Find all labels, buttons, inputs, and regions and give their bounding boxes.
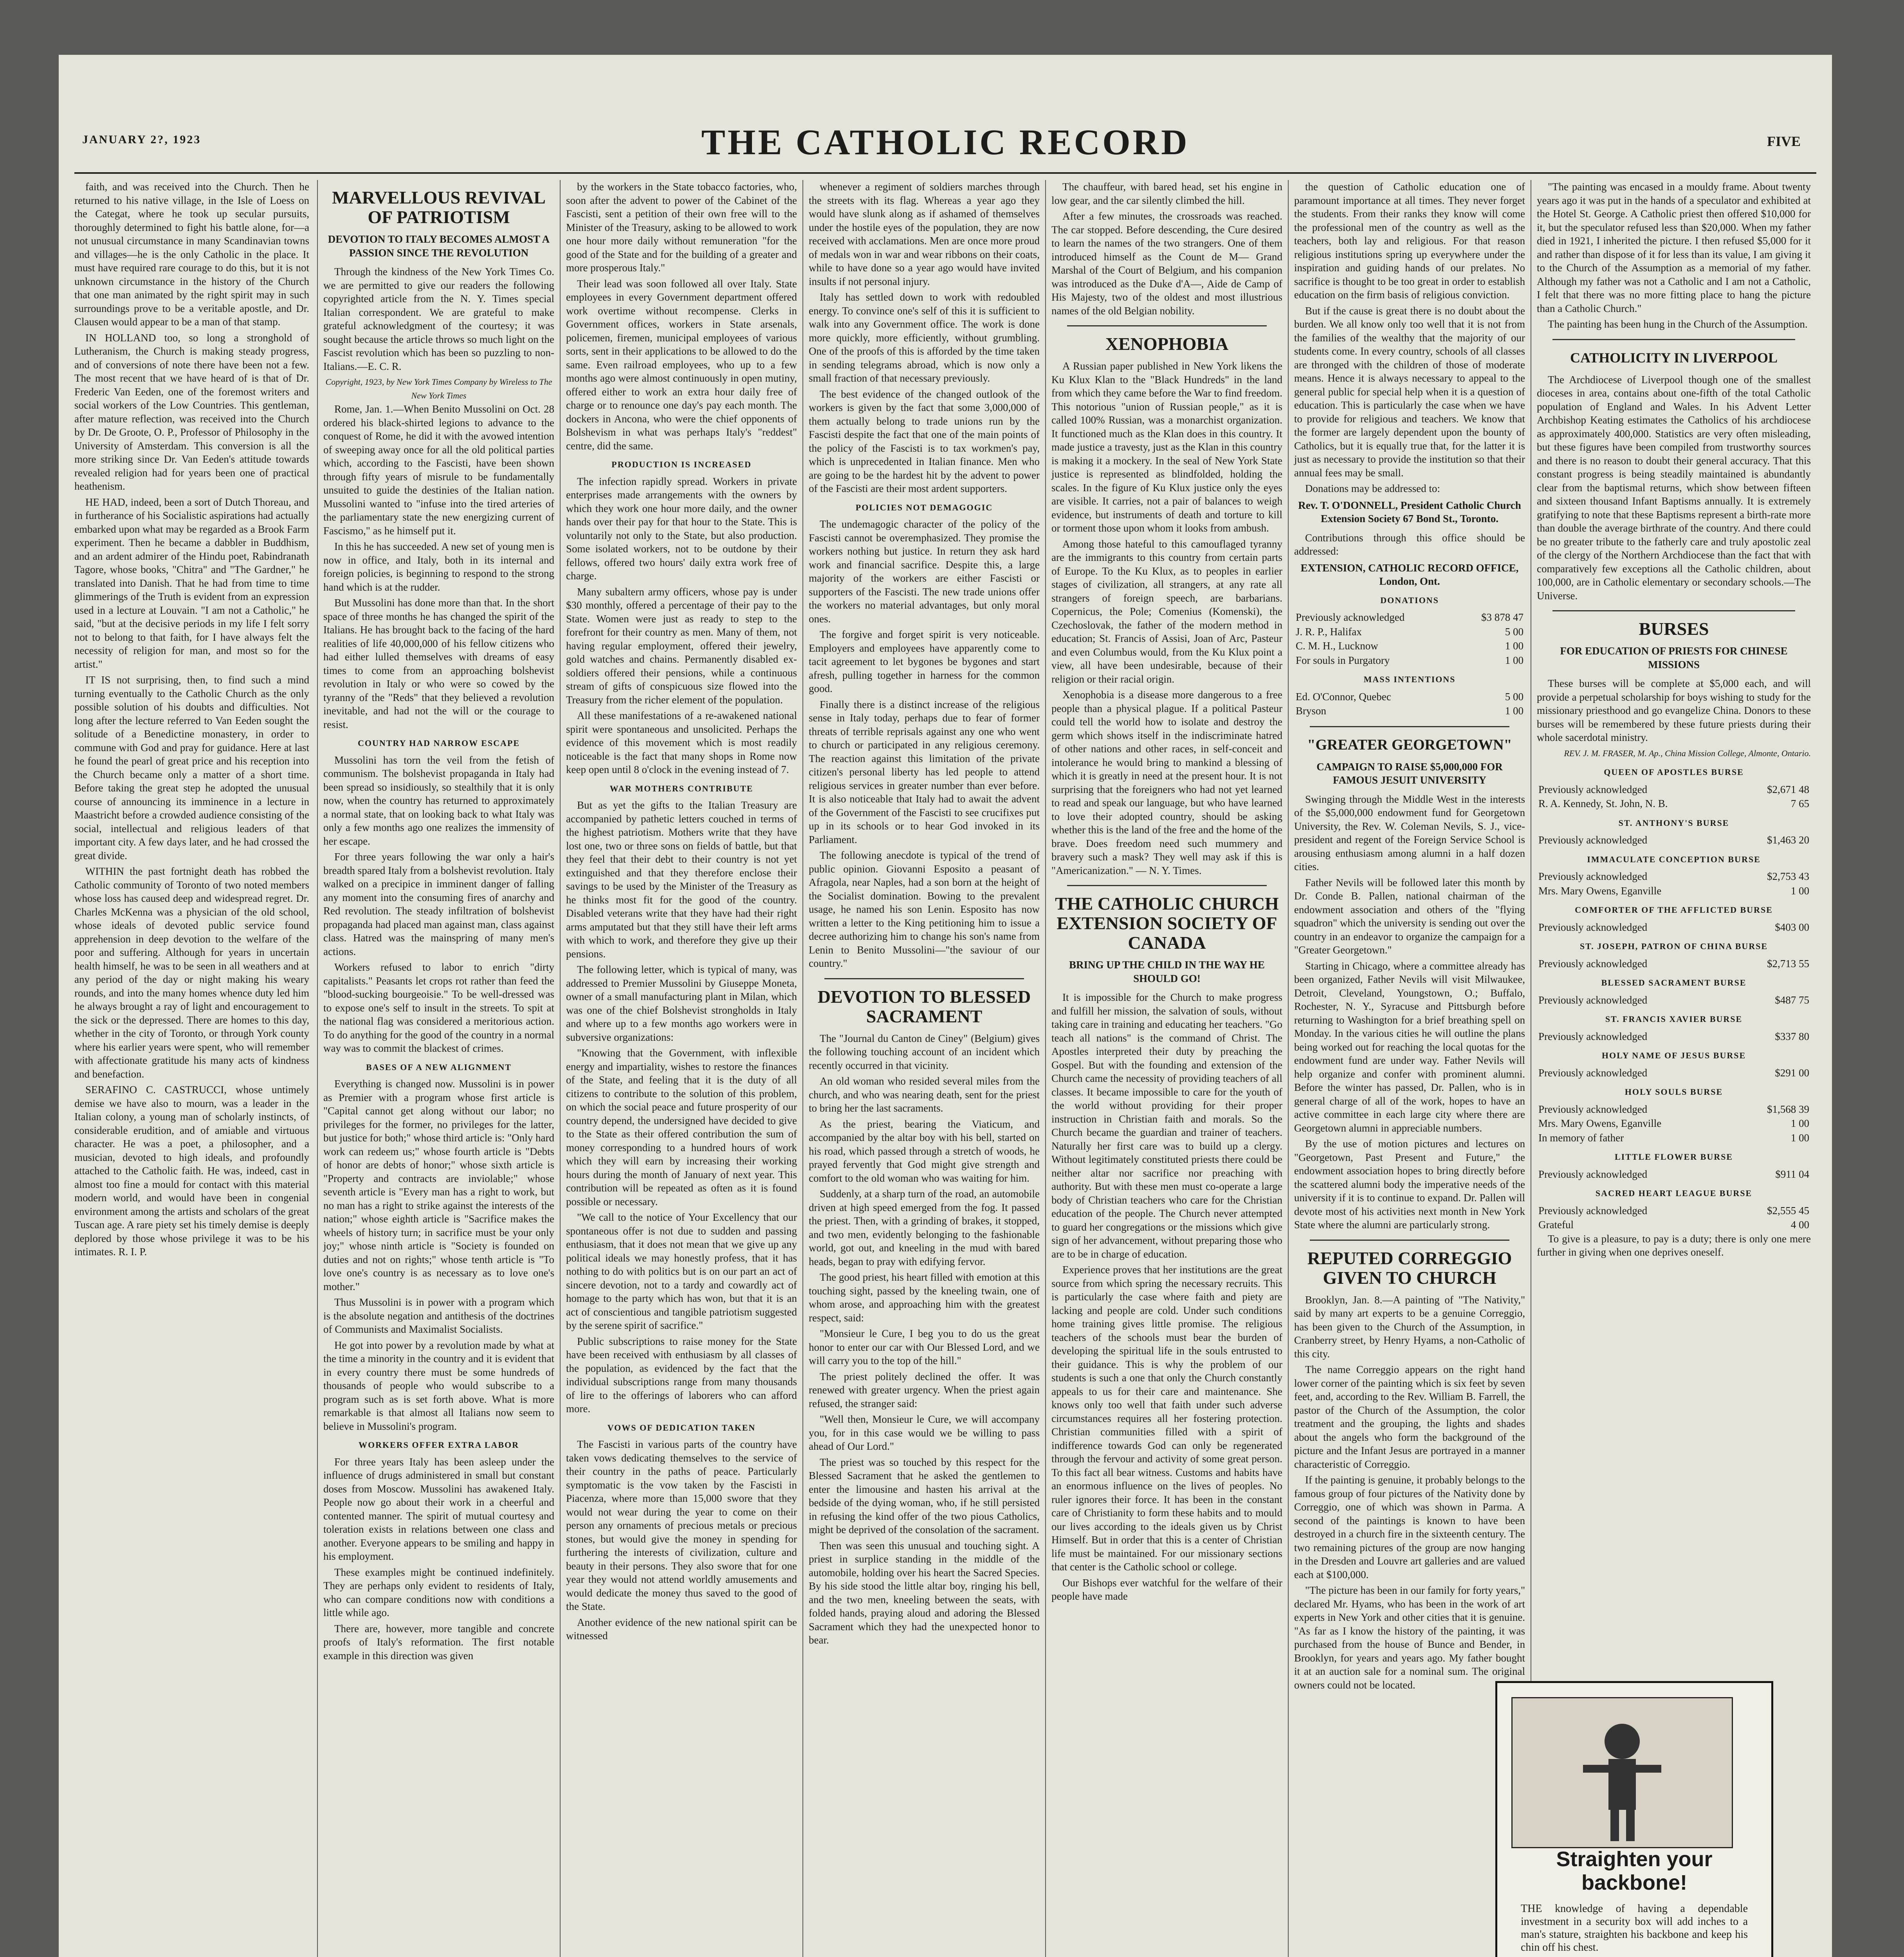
paragraph: For three years Italy has been asleep under the influence of drugs administered in small but constant doses from Moscow. Mussolini has awakened Italy. People now go about their work in a cheerful and contented manner. The spirit of mutual courtesy and toleration exists in relations between one class and another. Everyone appears to be smiling and happy in his employment. xyxy=(323,1456,554,1562)
amount: $1,463 20 xyxy=(1767,834,1809,846)
paragraph: "Knowing that the Government, with inflexible energy and impartiality, wishes to restore the finances of the State, and feeling that it is the duty of all citizens to contribute to the solution of this problem, on which the social peace and future prosperity of our country depend, the undersigned have decided to give to the State as their offered contribution the sum of money corresponding to a hundred hours of work which they will earn by increasing their working hours during the month of January of next year. This contribution will be repeated as often as it is found possible or necessary. xyxy=(566,1047,797,1207)
donor: Previously acknowledged xyxy=(1538,1030,1648,1042)
paragraph: The following anecdote is typical of the trend of public opinion. Giovanni Esposito a peasant of Afragola, near Naples, had a son born at the height of the Socialist domination. Bowing to the prevalent usage, he named his son Lenin. Esposito has now written a letter to the King petitioning him to issue a decree authorizing him to change his son's name from Lenin to Benito Mussolini—"the saviour of our country." xyxy=(809,849,1040,969)
donor: Grateful xyxy=(1538,1219,1574,1231)
donor: Mrs. Mary Owens, Eganville xyxy=(1538,1117,1662,1129)
table-row xyxy=(1537,782,1811,797)
paragraph: The priest politely declined the offer. It was renewed with greater urgency. When the priest again refused, the stranger said: xyxy=(809,1370,1040,1409)
table-row xyxy=(1537,1116,1811,1131)
burse-heading: LITTLE FLOWER BURSE xyxy=(1614,1152,1733,1162)
ad-headline: Straighten your backbone! xyxy=(1556,1847,1713,1894)
paragraph: "The picture has been in our family for forty years," declared Mr. Hyams, who has been in the work of art experts in New York and other cities that it is genuine. "As far as I know the history of the painting, it was purchased from the house of Bunce and Bender, in Brooklyn, for years and years ago. My father bought it at an auction sale for a nominal sum. The original owners could not be located. xyxy=(1294,1584,1525,1691)
paragraph: Through the kindness of the New York Times Co. we are permitted to give our readers the following copyrighted article from the N. Y. Times special Italian correspondent. We are grateful to make grateful acknowledgment of the courtesy; it was sought because the article throws so much light on the Fascist revolution which has been so puzzling to non-Italians.—E. C. R. xyxy=(323,266,554,372)
column-5 xyxy=(1045,180,1288,1957)
paragraph: Then was seen this unusual and touching sight. A priest in surplice standing in the middle of the automobile, holding over his heart the Sacred Species. By his side stood the little altar boy, ringing his bell, and the two men, kneeling between the seats, with folded hands, praying aloud and adoring the Blessed Sacrament which they had the unexpected honor to bear. xyxy=(809,1539,1040,1646)
address-block: EXTENSION, CATHOLIC RECORD OFFICE, London, Ont. xyxy=(1300,562,1519,587)
table-row xyxy=(1537,1167,1811,1182)
article-headline: MARVELLOUS REVIVAL OF PATRIOTISM xyxy=(332,187,546,227)
man-lifting-icon xyxy=(1513,1698,1732,1847)
burse-table xyxy=(1537,1066,1811,1080)
table-row xyxy=(1537,884,1811,898)
burse-table xyxy=(1537,1102,1811,1145)
column-2 xyxy=(317,180,560,1957)
paragraph: Another evidence of the new national spirit can be witnessed xyxy=(566,1616,797,1642)
table-row xyxy=(1537,1204,1811,1218)
paragraph: Mussolini has torn the veil from the fetish of communism. The bolshevist propaganda in Italy had been spread so insidiously, so stealthily that it is only now, when the country has returned to approximately a normal state, that on looking back to what Italy was only a few months ago one realizes the immensity of her escape. xyxy=(323,754,554,847)
header-rule xyxy=(74,172,1816,174)
burse-table xyxy=(1537,957,1811,971)
paragraph: The good priest, his heart filled with emotion at this touching sight, passed by the kneeling twain, one of whom arose, and approaching him with the greatest respect, said: xyxy=(809,1271,1040,1324)
table-row xyxy=(1537,1218,1811,1232)
divider xyxy=(1310,1240,1509,1241)
donor: Bryson xyxy=(1296,705,1327,717)
paragraph: faith, and was received into the Church. Then he returned to his native village, in the Isle of Loess on the Categat, where he took up secular pursuits, thoroughly determined to fight his battle alone, for—a not unusual circumstance in many Scandinavian towns and villages—he is the only Catholic in the place. It must have required rare courage to do this, but it is not unknown circumstance in the history of the Church that one man animated by the right spirit may in such surroundings prove to be a veritable apostle, and Dr. Clausen would appear to be a man of that stamp. xyxy=(74,181,309,328)
paragraph: The Archdiocese of Liverpool though one of the smallest dioceses in area, contains about one-fifth of the total Catholic population of England and Wales. In his Advent Letter Archbishop Keating estimates the Catholics of his archdiocese as approximately 400,000. Statistics are very often misleading, but these figures have been compiled from trustworthy sources and there is no reason to doubt their general accuracy. That this constant progress is being steadily maintained is abundantly clear from the baptismal returns, which show between fifteen and sixteen thousand Infant Baptisms annually. It is extremely gratifying to note that these Baptisms represent a birth-rate more than double the average birthrate of the country. And there could be no greater tribute to the fatherly care and truly apostolic zeal of the clergy of the Northern Archdiocese than the fact that with comparatively few exceptions all the Catholic children, about 100,000, are in Catholic elementary or secondary schools.—The Universe. xyxy=(1537,373,1811,602)
burse-heading: QUEEN OF APOSTLES BURSE xyxy=(1604,767,1744,777)
paragraph: Father Nevils will be followed later this month by Dr. Conde B. Pallen, national chairman of the endowment association and others of the "flying squadron" which the university is sending out over the country in an endeavor to organize the campaign for a "Greater Georgetown." xyxy=(1294,876,1525,956)
donor: Previously acknowledged xyxy=(1538,1067,1648,1079)
paragraph: Experience proves that her institutions are the great source from which spring the necessary recruits. This is particularly the case where faith and piety are lacking and people are cold. Under such conditions home training gives little promise. The religious teachers of the schools must bear the burden of developing the spiritual life in the souls entrusted to their guidance. This is why the problem of our students is such a one that only the Church constantly appeals to us for their care and maintenance. She knows only too well that faith under such adverse circumstances requires all her fostering protection. Christian communities filled with a spirit of indifference towards God can only be regenerated through the fervour and activity of some great person. To this fact all bear witness. Customs and habits have an enormous influence on the lives of peoples. No ruler ignores their force. It has been in the constant care of Christianity to form these habits and to mould our lives according to the ideals given us by Christ Himself. But in order that this is a center of Christian life must be maintained. For our missionary sections that center is the Catholic school or college. xyxy=(1051,1264,1282,1573)
address-block: Rev. T. O'DONNELL, President Catholic Church Extension Society 67 Bond St., Toronto. xyxy=(1298,499,1521,524)
donor: Previously acknowledged xyxy=(1538,1103,1648,1115)
signature: REV. J. M. FRASER, M. Ap., China Mission College, Almonte, Ontario. xyxy=(1564,748,1811,758)
paragraph: It is impossible for the Church to make progress and fulfill her mission, the salvation of souls, without taking care in training and educating her teachers. "Go teach all nations" is the command of Christ. The Apostles interpreted their duty by preaching the Gospel. But with the founding and extension of the Church came the necessity of providing teachers of all classes. It became impossible to care for the youth of the world without providing for their proper instruction in Christian faith and morals. So the Church became the guardian and trainer of teachers. Naturally her first care was to build up a clergy. Without legitimately constituted priests there could be neither altar nor sacrifice nor preaching with authority. But with these men must co-operate a large body of Christian teachers who care for the Christian education of the people. The Church never attempted to guard her congregations or the missions which give sign of her advancement, without preparing those who are to be in charge of education. xyxy=(1051,991,1282,1260)
paragraph: Xenophobia is a disease more dangerous to a free people than a physical plague. If a political Pasteur could tell the world how to isolate and destroy the germ which shows itself in the indiscriminate hatred of other nations and other races, in self-conceit and intolerance he would bring to mankind a blessing of which it is greatly in need at the present hour. It is not surprising that the foreigners who had not yet learned to read and speak our language, but who have learned to love their adopted country, should be asking whether this is the land of the free and the home of the brave. Does freedom need such mummery and bravery such a mask? They well may ask if this is "Americanization." — N. Y. Times. xyxy=(1051,689,1282,876)
table-row xyxy=(1537,957,1811,971)
advertisement-illustration xyxy=(1511,1697,1733,1848)
donor: J. R. P., Halifax xyxy=(1296,625,1362,638)
burse-heading: ST. JOSEPH, PATRON OF CHINA BURSE xyxy=(1579,941,1768,951)
burse-table xyxy=(1537,833,1811,847)
article-subhead: FOR EDUCATION OF PRIESTS FOR CHINESE MISSIONS xyxy=(1560,645,1788,670)
paragraph: As the priest, bearing the Viaticum, and accompanied by the altar boy with his bell, started on his road, which passed through a stretch of woods, he prayed fervently that God might give strength and comfort to the old woman who was waiting for him. xyxy=(809,1118,1040,1184)
divider xyxy=(1552,339,1795,340)
table-row xyxy=(1294,639,1525,653)
article-subhead: DEVOTION TO ITALY BECOMES ALMOST A PASSION SINCE THE REVOLUTION xyxy=(328,233,550,259)
article-headline: REPUTED CORREGGIO GIVEN TO CHURCH xyxy=(1307,1248,1512,1288)
copyright-line: Copyright, 1923, by New York Times Company by Wireless to The New York Times xyxy=(325,377,552,400)
table-row xyxy=(1294,625,1525,639)
article-headline: BURSES xyxy=(1639,619,1709,639)
table-row xyxy=(1294,690,1525,704)
amount: 5 00 xyxy=(1505,625,1524,638)
table-row xyxy=(1537,796,1811,811)
paragraph: Their lead was soon followed all over Italy. State employees in every Government department offered work overtime without recompense. Clerks in Government offices, workers in State arsenals, policemen, firemen, municipal employees of various sorts, sent in their applications to be allowed to do the same. Even railroad employees, who up to a few months ago were almost continuously in open mutiny, offered either to work an extra hour daily free of charge or to renounce one day's pay each month. The dockers in Ancona, who were the chief opponents of Bolshevism in what was perhaps Italy's "reddest" centre, did the same. xyxy=(566,278,797,452)
burse-table xyxy=(1537,920,1811,935)
paragraph: Thus Mussolini is in power with a program which is the absolute negation and antithesis of the doctrines of Communists and Maximalist Socialists. xyxy=(323,1296,554,1335)
amount: $337 80 xyxy=(1775,1030,1809,1042)
paragraph: Among those hateful to this camouflaged tyranny are the immigrants to this country from certain parts of Europe. To the Ku Klux, as to peoples in earlier stages of civilization, all strangers, at any rate all strangers of foreign speech, are barbarians. Copernicus, the Pole; Comenius (Komenski), the Czechoslovak, the father of the modern method in education; St. Francis of Assisi, Joan of Arc, Pasteur and even Columbus would, from the Ku Klux point a view, all have been undesirable, because of their religion or their racial origin. xyxy=(1051,538,1282,685)
paragraph: The painting has been hung in the Church of the Assumption. xyxy=(1548,318,1808,330)
paragraph: By the use of motion pictures and lectures on "Georgetown, Past Present and Future," the endowment association hopes to bring directly before the scattered alumni body the imperative needs of the university if it is to continue to expand. Dr. Pallen will devote most of his activities next month in New York State where the alumni are particularly strong. xyxy=(1294,1138,1525,1231)
amount: $403 00 xyxy=(1775,921,1809,933)
amount: $911 04 xyxy=(1775,1168,1809,1180)
burse-table xyxy=(1537,1029,1811,1044)
section-head: VOWS OF DEDICATION TAKEN xyxy=(607,1422,756,1433)
burse-heading: ST. FRANCIS XAVIER BURSE xyxy=(1605,1014,1743,1024)
paragraph: These burses will be complete at $5,000 each, and will provide a perpetual scholarship for boys wishing to study for the missionary priesthood and go evangelize China. Donors to these burses will be remembered by these future priests during their whole sacerdotal ministry. xyxy=(1537,678,1811,743)
column-4 xyxy=(802,180,1045,1957)
donor: Previously acknowledged xyxy=(1538,957,1648,969)
masthead: THE CATHOLIC RECORD xyxy=(701,122,1190,162)
amount: 1 00 xyxy=(1790,1132,1809,1144)
burse-heading: SACRED HEART LEAGUE BURSE xyxy=(1595,1188,1753,1198)
paragraph: If the painting is genuine, it probably belongs to the famous group of four pictures of the Nativity done by Correggio, one of which was shown in Parma. A second of the paintings is known to have been destroyed in a church fire in the sixteenth century. The two remaining pictures of the group are now hanging in the Dresden and Louvre art galleries and are valued each at $100,000. xyxy=(1294,1474,1525,1580)
paragraph: An old woman who resided several miles from the church, and who was nearing death, sent for the priest to bring her the last sacraments. xyxy=(809,1075,1040,1114)
table-row xyxy=(1537,1102,1811,1117)
section-head: WORKERS OFFER EXTRA LABOR xyxy=(359,1440,519,1450)
table-row xyxy=(1537,833,1811,847)
paragraph: whenever a regiment of soldiers marches through the streets with its flag. Whereas a year ago they would have slunk along as if ashamed of themselves under the hostile eyes of the population, they are now received with acclamations. Men are once more proud of medals won in war and wear ribbons on their coats, while to have done so a year ago would have invited insults if not personal injury. xyxy=(809,181,1040,287)
section-head: POLICIES NOT DEMAGOGIC xyxy=(855,502,993,512)
amount: $1,568 39 xyxy=(1767,1103,1809,1115)
paragraph: Public subscriptions to raise money for the State have been received with enthusiasm by all classes of the population, as evidenced by the fact that the individual subscriptions range from many thousands of lire to the offerings of laborers who can afford more. xyxy=(566,1335,797,1415)
paragraph: Starting in Chicago, where a committee already has been organized, Father Nevils will visit Milwaukee, Detroit, Cleveland, Youngstown, O.; Buffalo, Rochester, N. Y., Syracuse and Pittsburgh before returning to Washington for a brief breathing spell on Monday. In the various cities he will outline the plans being worked out for reaching the local quotas for the endowment fund are under way. Father Nevils will help organize and confer with prominent alumni. Before the winter has passed, Dr. Pallen, who is in general charge of all of the work, hopes to have an active committee in each large city where there are Georgetown alumni in appreciable numbers. xyxy=(1294,960,1525,1134)
burse-heading: BLESSED SACRAMENT BURSE xyxy=(1601,978,1747,988)
section-head: PRODUCTION IS INCREASED xyxy=(611,460,752,469)
paragraph: The "Journal du Canton de Ciney" (Belgium) gives the following touching account of an incident which recently occurred in that vicinity. xyxy=(809,1032,1040,1071)
paragraph: Many subaltern army officers, whose pay is under $30 monthly, offered a percentage of their pay to the State. Women were just as ready to step to the forefront for their country as men. Many of them, not having regular employment, offered their jewelry, gold watches and chains. Permanently disabled ex-soldiers offered their pensions, while a continuous stream of gifts of conspicuous size flowed into the Treasury from the richer element of the population. xyxy=(566,586,797,706)
newspaper-page xyxy=(59,55,1832,1957)
table-row xyxy=(1537,1131,1811,1145)
paragraph: Everything is changed now. Mussolini is in power as Premier with a program whose first article is "Capital cannot get along without our labor; no privileges for the former, no privileges for the latter, but justice for both;" whose third article is: "Only hard work can redeem us;" whose fourth article is "Debts of honor are debts of honor;" whose sixth article is "Property and contracts are inviolable;" whose seventh article is "Every man has a right to work, but no man has a right to strike against the interests of the nation;" whose eighth article is "Sacrifice makes the wheels of history turn; in sacrifice must be your only joy;" whose ninth article is "Society is founded on duties and not on rights;" whose tenth article is "To love one's country is as necessary as to love one's mother." xyxy=(323,1078,554,1292)
amount: $3 878 47 xyxy=(1481,611,1524,623)
amount: $2,753 43 xyxy=(1767,870,1809,882)
paragraph: Our Bishops ever watchful for the welfare of their people have made xyxy=(1051,1577,1282,1602)
donor: R. A. Kennedy, St. John, N. B. xyxy=(1538,798,1668,809)
burse-heading: HOLY SOULS BURSE xyxy=(1625,1087,1723,1097)
paragraph: The name Correggio appears on the right hand lower corner of the painting which is six feet by seven feet, and, according to the Rev. William B. Farrell, the pastor of the Church of the Assumption, the color treatment and the grouping, the lights and shades about the angels who form the background of the picture and the Infant Jesus are portrayed in a manner characteristic of Correggio. xyxy=(1294,1364,1525,1470)
column-1 xyxy=(74,180,315,1957)
amount: $487 75 xyxy=(1775,994,1809,1006)
paragraph: He got into power by a revolution made by what at the time a minority in the country and it is evident that in every country there must be some hundreds of thousands of people who would subscribe to a program such as is set forth above. What is more remarkable is that almost all Italians now seem to believe in Mussolini's program. xyxy=(323,1339,554,1432)
paragraph: The infection rapidly spread. Workers in private enterprises made arrangements with the owners by which they work one hour more daily, and the owner hands over their pay for that hour to the State. This is voluntarily not only to the State, but also production. Some isolated workers, not to be outdone by their fellows, offered two hours' daily extra work free of charge. xyxy=(566,475,797,582)
amount: 5 00 xyxy=(1505,690,1524,703)
issue-date: JANUARY 2?, 1923 xyxy=(82,133,201,146)
ad-copy: THE knowledge of having a dependable investment in a security box will add inches to a man's stature, straighten his backbone and keep his chin off his chest. xyxy=(1521,1903,1748,1953)
amount: $291 00 xyxy=(1775,1067,1809,1079)
paragraph: The following letter, which is typical of many, was addressed to Premier Mussolini by Giuseppe Moneta, owner of a small manufacturing plant in Milan, which was one of the chief Bolshevist strongholds in Italy and where up to a few months ago workers were in subversive organizations: xyxy=(566,964,797,1043)
paragraph: Italy has settled down to work with redoubled energy. To convince one's self of this it is sufficient to walk into any Government office. The work is done more quickly, more efficiently, without grumbling. One of the proofs of this is afforded by the time taken in sending telegrams abroad, which is now only a small fraction of that necessary previously. xyxy=(809,291,1040,384)
paragraph: The forgive and forget spirit is very noticeable. Employers and employees have apparently come to tacit agreement to let bygones be bygones and start afresh, pulling together in harness for the common good. xyxy=(809,629,1040,694)
divider xyxy=(1310,726,1509,727)
article-subhead: BRING UP THE CHILD IN THE WAY HE SHOULD GO! xyxy=(1069,959,1265,984)
paragraph: But as yet the gifts to the Italian Treasury are accompanied by pathetic letters couched in terms of the highest patriotism. Mothers write that they have lost one, two or three sons on fields of battle, but that they feel that their debt to their country is not yet extinguished and that they therefore enclose their savings to be used by the Minister of the Treasury as he thinks most fit for the good of the country. Disabled veterans write that they have had their right arms amputated but that they still have their left arms with which to work, and therefore they give up their pensions. xyxy=(566,799,797,960)
divider xyxy=(1067,885,1267,886)
paragraph: These examples might be continued indefinitely. They are perhaps only evident to residents of Italy, who can compare conditions now with conditions a little while ago. xyxy=(323,1566,554,1618)
paragraph: All these manifestations of a re-awakened national spirit were spontaneous and unsolicited. Perhaps the evidence of this movement which is most readily noticeable is the fact that many shops in Rome now keep open until 8 o'clock in the evening instead of 7. xyxy=(566,710,797,775)
donor: Previously acknowledged xyxy=(1296,611,1405,623)
table-row xyxy=(1537,993,1811,1007)
donor: Ed. O'Connor, Quebec xyxy=(1296,690,1391,703)
article-headline: THE CATHOLIC CHURCH EXTENSION SOCIETY OF CANADA xyxy=(1055,894,1279,953)
article-headline: DEVOTION TO BLESSED SACRAMENT xyxy=(817,986,1031,1026)
table-row xyxy=(1537,869,1811,884)
donor: C. M. H., Lucknow xyxy=(1296,640,1378,652)
donor: For souls in Purgatory xyxy=(1296,654,1390,666)
amount: 1 00 xyxy=(1505,640,1524,652)
paragraph: Workers refused to labor to enrich "dirty capitalists." Peasants let crops rot rather than feed the "blood-sucking bourgeoisie." To be well-dressed was to expose one's self to insult in the streets. To spit at the national flag was considered a meritorious action. To do anything for the good of the country in a normal way was to commit the blackest of crimes. xyxy=(323,961,554,1054)
burse-heading: HOLY NAME OF JESUS BURSE xyxy=(1601,1051,1746,1060)
paragraph: After a few minutes, the crossroads was reached. The car stopped. Before descending, the Cure desired to learn the names of the two strangers. One of them introduced himself as the Count de M— Grand Marshal of the Court of Belgium, and his companion was introduced as the Duke d'A—, Aide de Camp of His Majesty, two of the oldest and most illustrious names of the old Belgian nobility. xyxy=(1051,210,1282,317)
donor: Previously acknowledged xyxy=(1538,1168,1648,1180)
section-head: COUNTRY HAD NARROW ESCAPE xyxy=(357,738,520,748)
paragraph: HE HAD, indeed, been a sort of Dutch Thoreau, and in furtherance of his Socialistic aspirations had actually embarked upon what may be regarded as a Brook Farm experiment. Then he became a dabbler in Buddhism, and an ardent admirer of the Hindu poet, Rabindranath Tagore, whose books, "Chitra" and "The Gardner," he translated into Danish. That he had from time to time glimmerings of the Truth is evident from an expression used in a lecture at Louvain. "I am not a Catholic," he said, "but at the decisive periods in my life I felt sorry not to belong to that faith, for I have always felt the necessity of religion for man, and most so for the artist." xyxy=(74,496,309,670)
article-headline: CATHOLICITY IN LIVERPOOL xyxy=(1570,350,1778,366)
burse-table xyxy=(1537,869,1811,898)
paragraph: A Russian paper published in New York likens the Ku Klux Klan to the "Black Hundreds" in the land from which they came before the War to find freedom. This notorious "union of Russian people," as it is called 100% Russian, was a monarchist organization. It functioned much as the Klan does in this country. It made justice a travesty, just as the Klan in this country is making it a mockery. In the seal of New York State justice is represented as blindfolded, holding the scales. In the figure of Ku Klux justice only the eyes are visible. It carries, not a pair of balances to weigh evidence, but instruments of death and torture to kill or torment those upon whom it looks from ambush. xyxy=(1051,360,1282,534)
divider xyxy=(1552,610,1795,611)
paragraph: SERAFINO C. CASTRUCCI, whose untimely demise we have also to mourn, was a leader in the Italian colony, a young man of scholarly instincts, of considerable erudition, and of amiable and virtuous character. He was a poet, a philosopher, and a musician, devoted to high ideals, and profoundly attached to the Catholic faith. He was, indeed, cast in almost too fine a mould for contact with this material modern world, and would have been in congenial environment among the artists and scholars of the great Tuscan age. A rare piety set his timely demise is deeply deplored by those whose privilege it was to be his intimates. R. I. P. xyxy=(74,1084,309,1258)
paragraph: In this he has succeeded. A new set of young men is now in office, and Italy, both in its internal and foreign policies, is beginning to respond to the strong hand which is at the rudder. xyxy=(323,541,554,593)
paragraph: Finally there is a distinct increase of the religious sense in Italy today, perhaps due to fear of former threats of terrible reprisals against any one who went to church or participated in any religious ceremony. The reaction against this limitation of the private citizen's personal liberty has led people to attend religious services in greater number than ever before. It is also noticeable that Italy had to await the advent of the Government of the Fascisti to see crucifixes put up in its schools or to hear God invoked in its Parliament. xyxy=(809,698,1040,845)
burse-table xyxy=(1537,1204,1811,1232)
burse-heading: IMMACULATE CONCEPTION BURSE xyxy=(1587,854,1761,864)
paragraph: To give is a pleasure, to pay is a duty; there is only one mere further in giving when one deprives oneself. xyxy=(1537,1233,1811,1258)
paragraph: The chauffeur, with bared head, set his engine in low gear, and the car silently climbed the hill. xyxy=(1051,181,1282,206)
amount: 1 00 xyxy=(1505,705,1524,717)
paragraph: But if the cause is great there is no doubt about the burden. We all know only too well that it is not from the families of the wealthy that the majority of our students come. In every country, schools of all classes are thronged with the children of those of moderate means. Hence it is always necessary to appeal to the general public for special help when it is a question of education. This is particularly the case when we have to provide for religious and teachers. We know that the former are largely dependent upon the bounty of Catholics, but it is equally true that, for the latter it is just as necessary to provide the institution so that their annual fees may be small. xyxy=(1294,305,1525,479)
paragraph: by the workers in the State tobacco factories, who, soon after the advent to power of the Cabinet of the Fascisti, sent a petition of their own free will to the Minister of the Treasury, asking to be allowed to work one hour more daily without remuneration "for the good of the State and for the building of a greater and more prosperous Italy." xyxy=(566,181,797,274)
paragraph: Brooklyn, Jan. 8.—A painting of "The Nativity," said by many art experts to be a genuine Correggio, has been given to the Church of the Assumption, in Cranberry street, by Henry Hyams, a non-Catholic of this city. xyxy=(1294,1294,1525,1360)
table-row xyxy=(1537,1029,1811,1044)
paragraph: The priest was so touched by this respect for the Blessed Sacrament that he asked the gentlemen to enter the limousine and hasten his arrival at the bedside of the dying woman, who, if he still persisted in refusing the kind offer of the two pious Catholics, might be deprived of the consolation of the sacrament. xyxy=(809,1456,1040,1535)
column-6 xyxy=(1288,180,1531,1957)
article-headline: XENOPHOBIA xyxy=(1105,334,1229,354)
divider xyxy=(824,978,1024,979)
amount: 4 00 xyxy=(1790,1219,1809,1231)
amount: 1 00 xyxy=(1505,654,1524,666)
amount: 1 00 xyxy=(1790,1117,1809,1129)
burses-list xyxy=(1537,766,1811,1232)
donor: Previously acknowledged xyxy=(1538,994,1648,1006)
mass-table xyxy=(1294,690,1525,718)
amount: $2,671 48 xyxy=(1767,783,1809,795)
amount: 1 00 xyxy=(1790,885,1809,897)
table-row xyxy=(1294,653,1525,668)
paragraph: IT IS not surprising, then, to find such a mind turning eventually to the Catholic Church as the only possible solution of his doubts and difficulties. Not long after the lecture referred to Van Eeden sought the solitude of a Benedictine monastery, in order to commune with God and pray for guidance. Here at last he found the pearl of great price and his reception into the Church became only a matter of a short time. Before taking the great step he adopted the unusual course of announcing its imminence in a lecture in Maastricht before a crowded audience consisting of the social, intellectual and religious leaders of that important city. A few days later, and he had crossed the great divide. xyxy=(74,674,309,861)
section-head: WAR MOTHERS CONTRIBUTE xyxy=(609,783,754,793)
paragraph: Donations may be addressed to: xyxy=(1305,483,1440,494)
paragraph: "Well then, Monsieur le Cure, we will accompany you, for in this case would we be willing to pass ahead of Our Lord." xyxy=(809,1413,1040,1452)
table-row xyxy=(1294,610,1525,625)
section-head: MASS INTENTIONS xyxy=(1363,674,1456,684)
table-row xyxy=(1537,920,1811,935)
burse-table xyxy=(1537,782,1811,811)
donor: Mrs. Mary Owens, Eganville xyxy=(1538,885,1662,897)
paragraph: "We call to the notice of Your Excellency that our spontaneous offer is not due to sudden and passing enthusiasm, that it does not mean that we give up any political ideals we may honestly profess, that it has nothing to do with politics but is on our part an act of sincere devotion, not to a tardy and cowardly act of homage to the party which has won, but that it is an act of conscientious and tangible patriotism suggested by the serene spirit of sacrifice." xyxy=(566,1211,797,1331)
paragraph: "The painting was encased in a mouldy frame. About twenty years ago it was put in the hands of a speculator and exhibited at the Hotel St. George. A Catholic priest then offered $10,000 for it, but the speculator refused less than $20,000. When my father died in 1921, I inherited the picture. I then refused $5,000 for it and rather than dispose of it for less than its value, I am giving it to the Church of the Assumption as a memorial of my father. Although my father was not a Catholic and I am not a Catholic, I felt that there was no more fitting place to hang the picture than a Catholic Church." xyxy=(1537,181,1811,314)
paragraph: WITHIN the past fortnight death has robbed the Catholic community of Toronto of two noted members whose loss has caused deep and widespread regret. Dr. Charles McKenna was a physician of the old school, whose ideals of devoted public service found apprehension in deep devotion to the welfare of the poor and suffering. Although for years in uncertain health himself, he was to be seen in all weathers and at any period of the day or night making his weary rounds, and into the many homes whence duty led him he always brought a ray of light and encouragement to the sick or the depressed. There are homes to this day, whether in the city of Toronto, or through York county where his earlier years were spent, who will remember with affectionate gratitude his many acts of kindness and benefaction. xyxy=(74,865,309,1080)
donor: Previously acknowledged xyxy=(1538,783,1648,795)
divider xyxy=(1067,325,1267,326)
ad-body xyxy=(1521,1902,1748,1957)
page-number: FIVE xyxy=(1767,133,1801,149)
table-row xyxy=(1294,704,1525,718)
paragraph: "Monsieur le Cure, I beg you to do us the great honor to enter our car with Our Blessed Lord, and we will carry you to the top of the hill." xyxy=(809,1328,1040,1366)
burse-heading: ST. ANTHONY'S BURSE xyxy=(1618,818,1729,828)
burse-table xyxy=(1537,1167,1811,1182)
paragraph: There are, however, more tangible and concrete proofs of Italy's reformation. The first notable example in this direction was given xyxy=(323,1622,554,1661)
burse-heading: COMFORTER OF THE AFFLICTED BURSE xyxy=(1575,905,1773,915)
donor: Previously acknowledged xyxy=(1538,834,1648,846)
paragraph: IN HOLLAND too, so long a stronghold of Lutheranism, the Church is making steady progress, and of conversions of note there have been not a few. The most recent that we have heard of is that of Dr. Frederic Van Eeden, one of the foremost writers and social workers of the Low Countries. This gentleman, after mature reflection, was received into the Church by Dr. De Groote, O. P., Professor of Philosophy in the University of Amsterdam. This conversion is all the more striking since Dr. Van Eeden's attitude towards revealed religion had for years been one of practical heathenism. xyxy=(74,332,309,492)
burse-table xyxy=(1537,993,1811,1007)
donor: In memory of father xyxy=(1538,1132,1624,1144)
amount: $2,555 45 xyxy=(1767,1204,1809,1216)
donor: Previously acknowledged xyxy=(1538,870,1648,882)
paragraph: The Fascisti in various parts of the country have taken vows dedicating themselves to the service of their country in the paths of peace. Particularly symptomatic is the vow taken by the Fascisti in Piacenza, where more than 15,000 swore that they would not wear during the year to come on their person any ornaments of precious metals or precious stones, but would give the money in spending for furthering the interests of civilization, culture and beauty in their persons. They also swore that for one year they would not attend worldly amusements and would dedicate the money thus saved to the good of the State. xyxy=(566,1438,797,1612)
article-subhead: CAMPAIGN TO RAISE $5,000,000 FOR FAMOUS JESUIT UNIVERSITY xyxy=(1316,760,1503,786)
paragraph: For three years following the war only a hair's breadth spared Italy from a bolshevist revolution. Italy walked on a precipice in imminent danger of falling any moment into the consuming fires of anarchy and Red revolution. The steady infiltration of bolshevist propaganda had placed man against man, class against class. Hatred was the mainspring of many men's actions. xyxy=(323,851,554,957)
article-headline: "GREATER GEORGETOWN" xyxy=(1307,736,1512,753)
paragraph: Contributions through this office should be addressed: xyxy=(1294,532,1525,557)
paragraph: Rome, Jan. 1.—When Benito Mussolini on Oct. 28 ordered his black-shirted legions to advance to the conquest of Rome, he did it with the avowed intention of sweeping away once for all the old political parties which, according to the Fascisti, have been shown through fifty years of misrule to be fundamentally unsuited to guide the destinies of the Italian nation. Mussolini wanted to "infuse into the tired arteries of the parliamentary state the new energizing current of Fascismo," as he himself put it. xyxy=(323,403,554,537)
amount: 7 65 xyxy=(1790,798,1809,809)
donor: Previously acknowledged xyxy=(1538,921,1648,933)
amount: $2,713 55 xyxy=(1767,957,1809,969)
donations-table xyxy=(1294,610,1525,667)
column-3 xyxy=(560,180,802,1957)
paragraph: The undemagogic character of the policy of the Fascisti cannot be overemphasized. They promise the workers nothing but justice. In return they ask hard work and financial sacrifice. Despite this, a large majority of the workers are either Fascisti or supporters of the Fascisti. The new trade unions offer the workers no material advantages, but only moral ones. xyxy=(809,518,1040,625)
advertisement xyxy=(1495,1681,1773,1957)
paragraph: The best evidence of the changed outlook of the workers is given by the fact that some 3,000,000 of them actually belong to trade unions run by the Fascisti despite the fact that one of the main points of the policy of the Fascisti is to tax workmen's pay, which is unprecedented in Italian finance. Men who are going to be the hardest hit by the advent to power of the Fascisti are their most ardent supporters. xyxy=(809,388,1040,494)
table-row xyxy=(1537,1066,1811,1080)
section-head: BASES OF A NEW ALIGNMENT xyxy=(366,1062,512,1072)
donor: Previously acknowledged xyxy=(1538,1204,1648,1216)
section-head: DONATIONS xyxy=(1380,595,1439,605)
paragraph: Swinging through the Middle West in the interests of the $5,000,000 endowment fund for Georgetown University, the Rev. W. Coleman Nevils, S. J., vice-president and regent of the Foreign Service School is arousing enthusiasm among alumni in a half dozen cities. xyxy=(1294,793,1525,872)
paragraph: Suddenly, at a sharp turn of the road, an automobile driven at high speed emerged from the fog. It passed the priest. Then, with a grinding of brakes, it stopped, and two men, evidently belonging to the fashionable world, got out, and kneeling in the mud with bared heads, began to pray with edifying fervor. xyxy=(809,1188,1040,1267)
paragraph: But Mussolini has done more than that. In the short space of three months he has changed the spirit of the Italians. He has brought back to the facing of the hard realities of life 40,000,000 of his fellow citizens who had either lulled themselves with dreams of easy times to come from an approaching bolshevist revolution in Italy or who were so cowed by the tyranny of the "Reds" that they believed a revolution inevitable, and had not the will or the courage to resist. xyxy=(323,597,554,730)
paragraph: the question of Catholic education one of paramount importance at all times. They never forget the students. From their ranks they know will come the professional men of the country as well as the teachers, both lay and religious. For that reason religious institutions spring up everywhere under the inspiration and guiding hands of our prelates. No sacrifice is thought to be too great in order to establish education on the firm basis of religious conviction. xyxy=(1294,181,1525,301)
